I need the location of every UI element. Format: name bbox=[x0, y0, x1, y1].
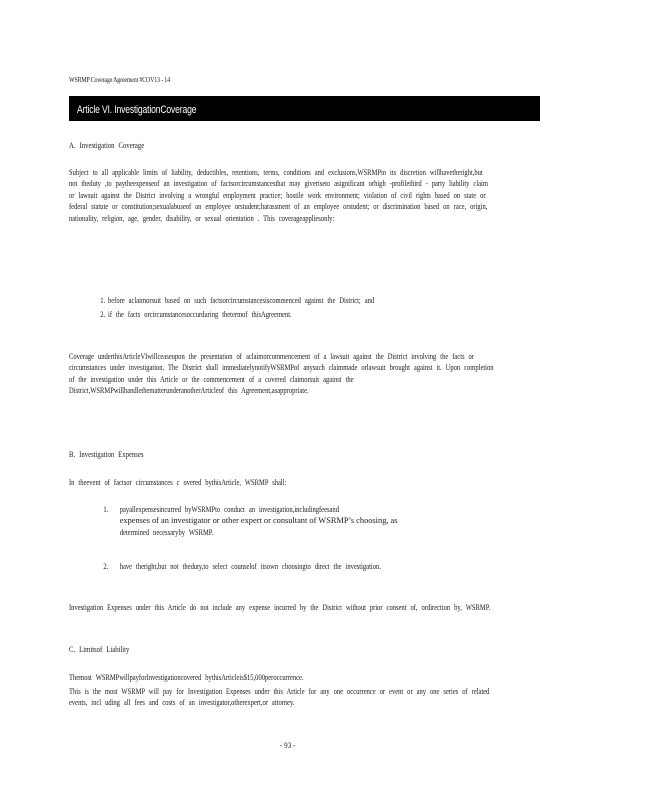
section-b-heading: B. Investigation Expenses bbox=[69, 449, 144, 459]
section-a-closing: Coverage underthisArticleVIwillceaseupon the presentation of aclaimorcommencement of a lawsuit against the District involving the facts or circumstances under investigation. The District shall immediatelynotifyWSRMPof anysuch claimmade orlawsuit brought against it. Upon completion of the investigation under this Article or the commencement of a covered claimorsuit against the District,WSRMPwillhandlethematterunderanotherArticleof this Agreement,asappropriate. bbox=[69, 352, 494, 396]
list-text: have theright,but not theduty,to select counselof itsown choosingto direct the investigation. bbox=[119, 562, 381, 571]
list-item bbox=[69, 295, 494, 306]
article-title: Article VI. InvestigationCoverage bbox=[77, 104, 197, 116]
section-c-heading: C. Limitsof Liability bbox=[69, 644, 130, 654]
list-number: 1. bbox=[100, 296, 106, 305]
list-text-line: determined necessaryby WSRMP. bbox=[119, 527, 214, 537]
list-item bbox=[69, 561, 494, 572]
list-text: if the facts orcircumstancesoccurduring thetermof thisAgreement. bbox=[108, 310, 292, 320]
section-b-closing: Investigation Expenses under this Article do not include any expense incurred by the District without prior consent of, ordirection by, WSRMP. bbox=[69, 603, 491, 612]
section-b-list-2 bbox=[69, 561, 494, 572]
section-c-body: This is the most WSRMP will pay for Investigation Expenses under this Article for any one occurrence or event or any one series of related events, incl uding all fees and costs of an investigator,otherexpert,or attorney. bbox=[69, 687, 490, 708]
list-number: 1. bbox=[103, 505, 109, 514]
section-c-line1: Themost WSRMPwillpayforInvestigationcovered bythisArticleis$15,000peroccurrence. bbox=[69, 673, 304, 682]
section-a-heading: A. Investigation Coverage bbox=[69, 140, 145, 150]
page-number: - 93 - bbox=[280, 741, 296, 750]
section-b-intro: In theevent of factsor circumstances c overed bythisArticle, WSRMP shall: bbox=[69, 478, 287, 487]
list-item bbox=[69, 309, 494, 320]
list-text: before aclaimorsuit based on such factsorcircumstancesiscommenced against the District; and bbox=[108, 296, 375, 305]
section-a-list bbox=[69, 295, 494, 321]
section-a-intro: Subject to all applicable limits of liability, deductibles, retentions, terms, conditions and exclusions,WSRMPin its discretion willhavetheright,but not theduty ,to paytheexpenseof an investigation of factsorcircumstancesthat may giveriseto asignificant orhigh -profilethird - party liability claim or lawsuit against the District involving a wrongful employment practice; hostile work environment; violation of civil rights based on state or federal statute or constitution;sexualabuseof an employee orstudent;harassment of an employee orstudent; or discrimination based on race, origin, nationality, religion, age, gender, disability, or sexual orientation . This coverageappliesonly: bbox=[69, 168, 488, 223]
list-text-line: expenses of an investigator or other expert or consultant of WSRMP’s choosing, as bbox=[119, 516, 398, 526]
list-text-line: payallexpensesincurred byWSRMPto conduct an investigation,includingfeesand bbox=[119, 505, 339, 514]
list-item bbox=[69, 504, 494, 538]
list-number: 2. bbox=[100, 310, 106, 320]
running-header: WSRMP Coverage Agreement #COV13 - 14 bbox=[69, 76, 170, 84]
article-banner bbox=[69, 96, 540, 121]
list-number: 2. bbox=[103, 562, 109, 571]
section-b-list bbox=[69, 504, 494, 538]
